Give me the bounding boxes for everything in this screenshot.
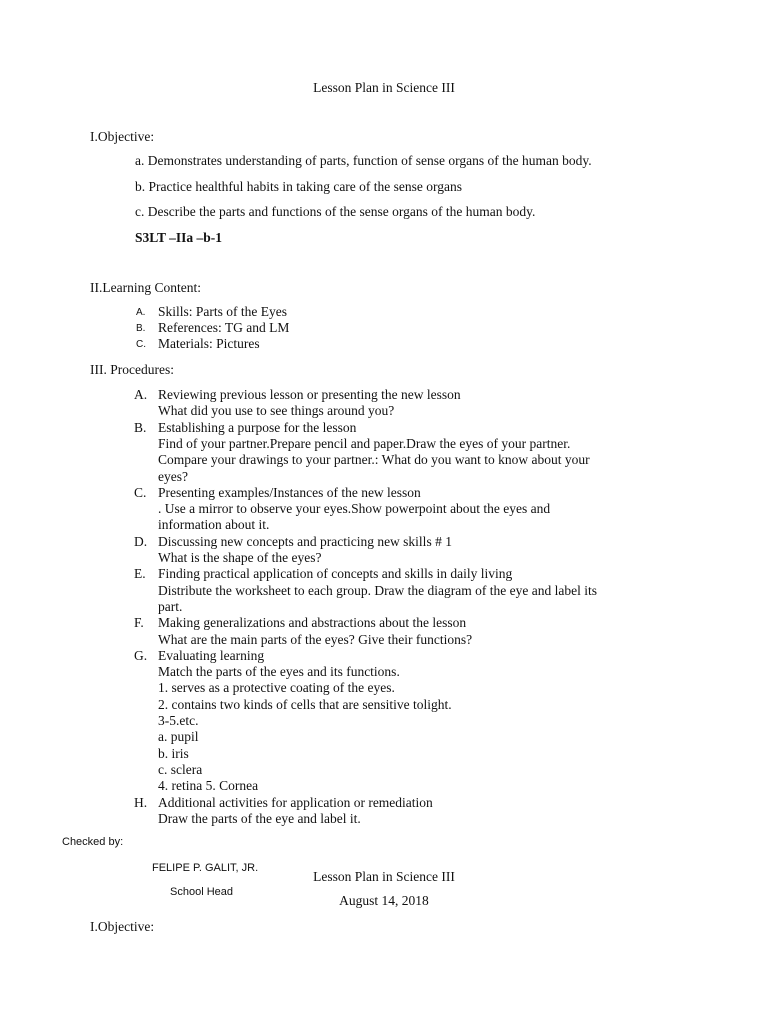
- procedure-step-line: What is the shape of the eyes?: [158, 550, 322, 565]
- procedure-marker: B.: [134, 419, 147, 435]
- procedure-step-line: 1. serves as a protective coating of the eyes.: [158, 680, 395, 696]
- procedure-step-line: Compare your drawings to your partner.: What do you want to know about your: [158, 452, 590, 468]
- list-item: Materials: Pictures: [158, 336, 260, 351]
- procedure-step-title: Finding practical application of concepts and skills in daily living: [158, 566, 513, 582]
- procedure-step-line: What are the main parts of the eyes? Give their functions?: [158, 631, 473, 647]
- signatory-title: School Head: [170, 886, 233, 898]
- procedure-step-line: c. sclera: [158, 761, 203, 777]
- procedure-step-title: Discussing new concepts and practicing new skills # 1: [158, 533, 452, 549]
- list-marker: A.: [136, 307, 146, 318]
- procedure-marker: A.: [134, 387, 148, 402]
- list-marker: C.: [136, 339, 146, 350]
- procedure-step-line: information about it.: [158, 517, 270, 533]
- procedure-marker: G.: [134, 647, 148, 663]
- procedure-step-line: b. iris: [158, 745, 189, 761]
- procedure-marker: E.: [134, 566, 146, 582]
- procedure-marker: H.: [134, 794, 148, 810]
- procedure-step-line: Draw the parts of the eye and label it.: [158, 810, 361, 826]
- page-title: Lesson Plan in Science III: [313, 80, 455, 95]
- procedures-heading: III. Procedures:: [90, 362, 174, 377]
- procedure-step-title: Establishing a purpose for the lesson: [158, 419, 357, 435]
- procedure-step-title: Evaluating learning: [158, 647, 265, 663]
- procedure-marker: F.: [134, 615, 144, 631]
- page-title-2: Lesson Plan in Science III: [313, 869, 455, 884]
- procedure-step-line: 3-5.etc.: [158, 713, 199, 728]
- procedure-step-line: . Use a mirror to observe your eyes.Show powerpoint about the eyes and: [158, 501, 551, 517]
- list-marker: B.: [136, 323, 146, 334]
- objective-heading-2: I.Objective:: [90, 919, 155, 934]
- procedure-step-title: Reviewing previous lesson or presenting the new lesson: [158, 387, 461, 402]
- procedure-step-line: Distribute the worksheet to each group. Draw the diagram of the eye and label its: [158, 582, 597, 598]
- procedure-step-line: eyes?: [158, 468, 188, 484]
- objective-item: b. Practice healthful habits in taking care of the sense organs: [135, 179, 463, 194]
- list-item: Skills: Parts of the Eyes: [158, 304, 287, 319]
- procedure-step-line: What did you use to see things around you?: [158, 403, 395, 419]
- checked-by-label: Checked by:: [62, 836, 124, 848]
- objective-heading: I.Objective:: [90, 129, 155, 144]
- signatory-name: FELIPE P. GALIT, JR.: [152, 862, 259, 874]
- learning-content-heading: II.Learning Content:: [90, 280, 201, 295]
- procedure-step-line: a. pupil: [158, 729, 199, 745]
- procedure-step-line: 4. retina 5. Cornea: [158, 778, 259, 794]
- procedure-step-line: 2. contains two kinds of cells that are sensitive tolight.: [158, 696, 452, 712]
- procedure-step-title: Making generalizations and abstractions about the lesson: [158, 615, 467, 631]
- objective-item: a. Demonstrates understanding of parts, function of sense organs of the human body.: [135, 153, 592, 168]
- date-line: August 14, 2018: [339, 893, 429, 908]
- procedure-step-line: part.: [158, 598, 183, 614]
- competency-code: S3LT –IIa –b-1: [135, 230, 223, 245]
- procedure-step-title: Presenting examples/Instances of the new lesson: [158, 484, 421, 500]
- procedure-marker: D.: [134, 533, 148, 549]
- list-item: References: TG and LM: [158, 320, 290, 335]
- procedure-marker: C.: [134, 484, 147, 500]
- objective-item: c. Describe the parts and functions of the sense organs of the human body.: [135, 204, 536, 219]
- procedure-step-line: Match the parts of the eyes and its functions.: [158, 664, 400, 680]
- procedure-step-line: Find of your partner.Prepare pencil and paper.Draw the eyes of your partner.: [158, 435, 571, 451]
- procedure-step-title: Additional activities for application or remediation: [158, 794, 433, 810]
